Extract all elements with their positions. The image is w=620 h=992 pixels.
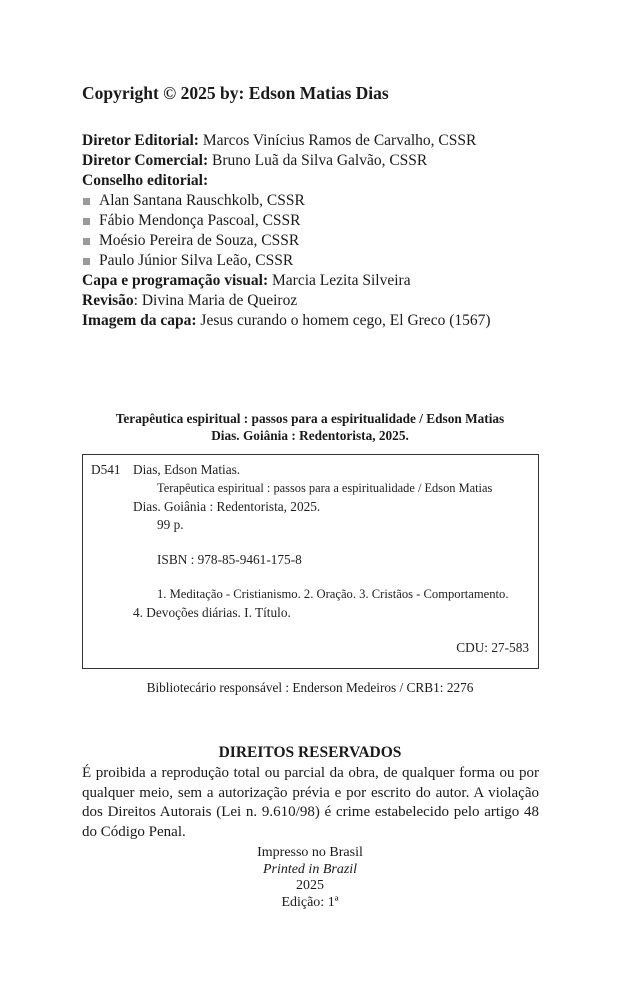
credit-value: : Divina Maria de Queiroz: [133, 292, 298, 309]
printed-in-brazil: Printed in Brazil: [262, 861, 358, 877]
rights-heading: DIREITOS RESERVADOS: [218, 744, 402, 761]
cip-title-line: Dias. Goiânia : Redentorista, 2025.: [133, 499, 321, 514]
cip-isbn: ISBN : 978-85-9461-175-8: [157, 552, 302, 567]
credits-block: [82, 131, 552, 331]
credit-label: Revisão: [82, 292, 134, 309]
council-member: [82, 251, 552, 271]
rights-text: É proibida a reprodução total ou parcial da obra, de qualquer forma ou por qualquer meio, sem a autorização prévia e por escrito do autor. A violação dos Direitos Autorais (Lei n. 9.610/98) é crime estabelecido pelo artigo 48 do Código Penal.: [82, 765, 539, 840]
credit-value: Jesus curando o homem cego, El Greco (1567): [200, 312, 491, 329]
copyright-line: Copyright © 2025 by: Edson Matias Dias: [82, 83, 389, 103]
credit-label: Diretor Comercial:: [82, 152, 209, 169]
square-bullet-icon: [83, 218, 90, 225]
edition: Edição: 1ª: [281, 894, 339, 910]
librarian-line: Bibliotecário responsável : Enderson Medeiros / CRB1: 2276: [146, 680, 474, 695]
square-bullet-icon: [83, 258, 90, 265]
cip-subjects-line: 4. Devoções diárias. I. Título.: [133, 605, 291, 620]
credit-value: Bruno Luã da Silva Galvão, CSSR: [211, 152, 428, 169]
credit-diretor-editorial: [82, 131, 552, 151]
cip-heading: [0, 410, 620, 444]
cip-heading-line: Dias. Goiânia : Redentorista, 2025.: [211, 428, 409, 443]
credit-value: Marcos Vinícius Ramos de Carvalho, CSSR: [202, 132, 477, 149]
credit-value: Marcia Lezita Silveira: [272, 272, 411, 289]
credit-conselho-editorial: [82, 171, 552, 191]
cip-subjects-line: 1. Meditação - Cristianismo. 2. Oração. 3. Cristãos - Comportamento.: [157, 587, 509, 601]
credit-diretor-comercial: [82, 151, 552, 171]
printed-in-brasil: Impresso no Brasil: [257, 845, 363, 860]
credit-imagem-capa: [82, 311, 552, 331]
square-bullet-icon: [83, 198, 90, 205]
cip-cdu: CDU: 27-583: [456, 640, 529, 655]
credit-label: Diretor Editorial:: [82, 132, 199, 149]
publication-year: 2025: [296, 878, 324, 893]
square-bullet-icon: [83, 238, 90, 245]
council-member-name: Alan Santana Rauschkolb, CSSR: [99, 192, 305, 209]
cip-author: Dias, Edson Matias.: [133, 462, 241, 477]
credit-label: Imagem da capa:: [82, 312, 197, 329]
credit-label: Conselho editorial:: [82, 172, 209, 189]
credit-label: Capa e programação visual:: [82, 272, 269, 289]
cip-title-line: Terapêutica espiritual : passos para a espiritualidade / Edson Matias: [157, 481, 493, 495]
council-member-name: Paulo Júnior Silva Leão, CSSR: [99, 252, 294, 269]
council-member-name: Fábio Mendonça Pascoal, CSSR: [99, 212, 301, 229]
council-member: [82, 231, 552, 251]
council-member: [82, 191, 552, 211]
credit-revisao: [82, 291, 552, 311]
cip-record-box: [82, 454, 539, 669]
imprint-block: [0, 845, 620, 911]
credit-capa: [82, 271, 552, 291]
council-member: [82, 211, 552, 231]
cip-pages: 99 p.: [157, 517, 184, 532]
cip-heading-line: Terapêutica espiritual : passos para a espiritualidade / Edson Matias: [115, 411, 505, 426]
council-member-name: Moésio Pereira de Souza, CSSR: [99, 232, 300, 249]
cip-code: D541: [91, 462, 121, 477]
